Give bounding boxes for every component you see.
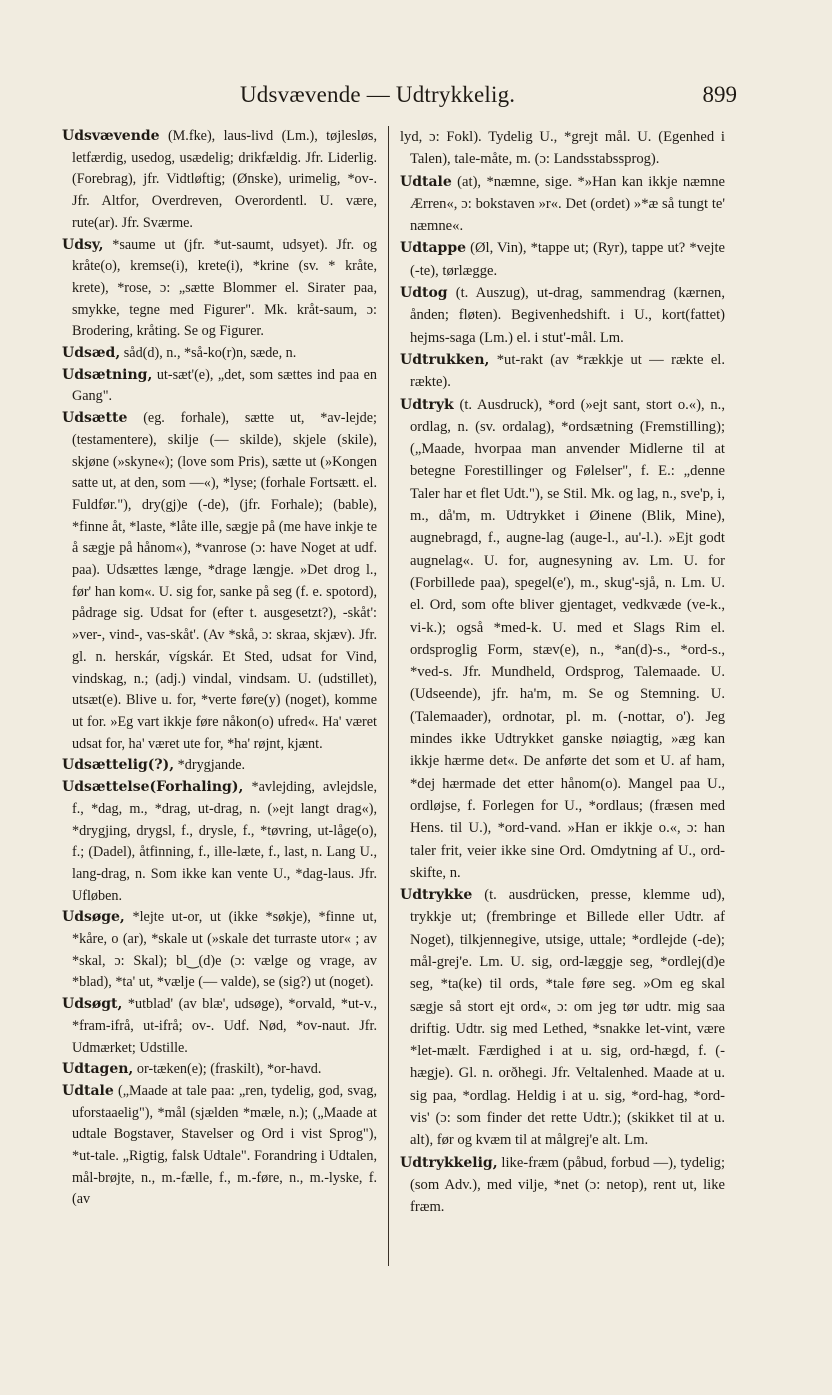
entry-definition: *drygjande. bbox=[177, 757, 246, 774]
entry-headword: Udsøge, bbox=[62, 909, 125, 926]
dictionary-entry bbox=[62, 408, 377, 755]
dictionary-entry bbox=[62, 235, 377, 344]
entry-headword: Udsættelse(Forhaling), bbox=[62, 779, 244, 796]
dictionary-entry bbox=[400, 1152, 725, 1219]
dictionary-entry bbox=[62, 126, 377, 235]
page-number: 899 bbox=[702, 82, 737, 107]
dictionary-entry bbox=[62, 1059, 377, 1081]
entry-headword: Udtrykkelig, bbox=[400, 1154, 498, 1171]
entry-definition: såd(d), n., *så-ko(r)n, sæde, n. bbox=[123, 345, 297, 362]
entry-definition: *avlejding, avlejdsle, f., *dag, m., *drag, ut-drag, n. (»ejt langt drag«), *drygjing, drygsl, f., drysle, f., *tøvring, ut-låge(o), f.; (Dadel), åtfinning, f., ille-læte, f., last, n. Lang U., lang-drag, n. Som ikke kan vente U., *dag-laus. Jfr. Ufløben. bbox=[72, 779, 377, 904]
entry-definition: (M.fke), laus-livd (Lm.), tøjlesløs, letfærdig, usedog, usædelig; drikfældig. Jfr. Liderlig. (Forebrag), jfr. Vidtløftig; (Ønske), urimelig, *ov-. Jfr. Altfor, Overdreven, Overordentl. U. være, rute(ar). Jfr. Sværme. bbox=[72, 128, 378, 231]
entry-headword: Udtrykke bbox=[400, 887, 473, 904]
column-divider bbox=[388, 126, 389, 1266]
entry-definition: (at), *næmne, sige. *»Han kan ikkje næmne Ærren«, ɔ: bokstaven »r«. Det (ordet) »*æ så tungt te' næmne«. bbox=[410, 173, 725, 235]
entry-definition: (eg. forhale), sætte ut, *av-lejde; (testamentere), skilje (— skilde), skjele (skile), skjøne (»skyne«); (love som Pris), sætte ut (»Kongen satte ut, at den, som —«), *lyse; (forhale Fortsætt. el. Fuldfør."), dry(gj)e (-de), (jfr. Forhale); (bable), *finne åt, *laste, *låte ille, sægje på (me have inkje te å sægje på hånom«), *vanrose (ɔ: have Noget at udf. paa). Udsættes længe, *drage længje. »Det drog l., før' han kom«. U. sig for, sanke på seg (f. e. spotord), pådrage sig. Udsat for (efter t. ausgesetzt?), -skåt': »ver-, vind-, vas-skåt'. (Av *skå, ɔ: skraa, skjæv). Jfr. gl. n. herskár, vígskár. Et Sted, udsat for Vind, vindskag, n.; (adj.) vindal, vindsam. U. (udstillet), utsæt(e). Blive u. for, *verte føre(y) (noget), komme ut for. »Eg vart ikkje føre nåkon(o) ufred«. Ha' været udsat for, ha' været ute for, *ha' røjnt, kjænt. bbox=[72, 410, 378, 752]
entry-headword: Udsøgt, bbox=[62, 996, 123, 1013]
left-column bbox=[62, 126, 377, 1211]
entry-headword: Udsætte bbox=[62, 410, 128, 427]
dictionary-entry bbox=[62, 755, 377, 777]
entry-headword: Udsættelig(?), bbox=[62, 757, 175, 774]
entry-definition: *ut-rakt (av *rækkje ut — rækte el. rækte). bbox=[410, 351, 725, 391]
entry-definition: *saume ut (jfr. *ut-saumt, udsyet). Jfr. og kråte(o), kremse(i), krete(i), *krine (sv. * kråte, krete), *rose, ɔ: „sætte Blommer el. Sirater paa, smykke, tegne med Figurer". Mk. kråt-saum, ɔ: Brodering, kråting. Se og Figurer. bbox=[72, 236, 378, 340]
page-title: Udsvævende — Udtrykkelig. bbox=[240, 82, 516, 107]
dictionary-entry bbox=[62, 1081, 377, 1211]
entry-definition: („Maade at tale paa: „ren, tydelig, god, svag, uforstaaelig"), *mål (sjælden *mæle, n.); („Maade at udtale Bogstaver, Stavelser og Ord i vist Sprog"), *ut-tale. „Rigtig, falsk Udtale". Forandring i Udtalen, mål-brøjte, n., m.-fælle, f., m.-føre, n., m.-lyske, f. (av bbox=[72, 1082, 377, 1208]
dictionary-entry bbox=[62, 343, 377, 365]
dictionary-entry bbox=[400, 171, 725, 238]
entry-headword: Udtale bbox=[62, 1082, 114, 1099]
entry-definition: like-fræm (påbud, forbud —), tydelig; (som Adv.), med vilje, *net (ɔ: netop), rent ut, like fræm. bbox=[410, 1154, 725, 1216]
dictionary-entry bbox=[400, 282, 725, 349]
entry-definition: or-tæken(e); (fraskilt), *or-havd. bbox=[136, 1061, 322, 1078]
entry-headword: Udtagen, bbox=[62, 1061, 134, 1078]
entry-definition: *utblad' (av blæ', udsøge), *orvald, *ut-v., *fram-ifrå, ut-ifrå; ov-. Udf. Nød, *ov-naut. Jfr. Udmærket; Udstille. bbox=[72, 996, 377, 1056]
entry-definition: (t. Ausdruck), *ord (»ejt sant, stort o.«), n., ordlag, n. (sv. ordalag), *ordsætning (Fremstilling); („Maade, hvorpaa man anvender Midlerne til at betegne Forestillinger og Følelser", f. E.: „denne Taler har et flet Udt."), se Stil. Mk. og lag, n., sve'p, i, m., då'm, m. Udtrykket i Øinene (Blik, Mine), augnebragd, f., augne-lag (auge-l., au'-l.). »Ejt godt augnelag«. U. for, augnesyning av. Lm. U. for (Forbillede paa), spegel(e'), m., skug'-sjå, n. Lm. U. el. Ord, som ofte bliver gjentaget, vedkvæde (ve-k., vi-k.); også *med-k. U. med et Slags Rim el. ordsproglig Form, stæv(e), n., *an(d)-s., *ord-s., *ved-s. Jfr. Mundheld, Ordsprog, Talemaade. U. (Udseende), jfr. ha'm, m. Se og Stemning. U. (Talemaader), ordnotar, pl. m. (-nottar, o'). Jeg mindes ikke Udtrykket ganske nøiagtig, »æg kan ikkje hærme det«. De anførte det som et U. af ham, *dej hærmade det etter hånom(o). Mangel paa U., ordløjse, f. Forlegen for U., *ordlaus; (fræsen med Hens. til U.), *ord-vand. »Han er ikkje o.«, ɔ: han taler frit, veier ikke sine Ord. Omdytning af U., ord-skifte, n. bbox=[410, 396, 725, 881]
entry-headword: Udtale bbox=[400, 173, 452, 190]
dictionary-entry bbox=[62, 365, 377, 408]
entry-headword: Udtrukken, bbox=[400, 351, 490, 368]
entry-definition: (Øl, Vin), *tappe ut; (Ryr), tappe ut? *vejte (-te), tørlægge. bbox=[410, 240, 725, 279]
dictionary-entry bbox=[400, 884, 725, 1152]
dictionary-entry bbox=[400, 126, 725, 171]
dictionary-entry bbox=[62, 907, 377, 994]
entry-headword: Udtog bbox=[400, 285, 448, 302]
right-column bbox=[400, 126, 725, 1219]
dictionary-entry bbox=[400, 394, 725, 885]
page-header bbox=[70, 82, 737, 116]
entry-headword: Udtappe bbox=[400, 240, 467, 257]
dictionary-entry bbox=[400, 349, 725, 394]
entry-headword: Udsæd, bbox=[62, 345, 121, 362]
entry-definition: (t. ausdrücken, presse, klemme ud), trykkje ut; (frembringe et Billede eller Udtr. af Noget), tilkjennegive, utsige, uttale; *ordlejde (-de); mål-grej'e. Lm. U. sig, ord-læggje seg, *ordlej(d)e seg, *ta(ke) til ords, *tale føre seg. »Om eg skal sægje så stort ejt ord«, ɔ: om jeg tør udtr. mig saa driftig. Udtr. sig med Lethed, *snakke let-vint, være *let-mælt. Færdighed i at u. sig, ord-hægd, f. (-hægje). Gl. n. orðhegi. Jfr. Veltalenhed. Maade at u. sig paa, *ordlag. Heldig i at u. sig, *ord-hag, *ord-vis' (ɔ: som finder det rette Udtr.); (skikket til at u. alt), før og kvæm til at målgrej'e alt. Lm. bbox=[410, 887, 725, 1149]
entry-headword: Udsætning, bbox=[62, 366, 153, 383]
entry-definition: lyd, ɔ: Fokl). Tydelig U., *grejt mål. U. (Egenhed i Talen), tale-måte, m. (ɔ: Landsstabssprog). bbox=[400, 129, 725, 168]
dictionary-entry bbox=[62, 777, 377, 907]
entry-definition: (t. Auszug), ut-drag, sammendrag (kærnen, ånden; fløten). Begivenhedshift. i U., kort(fattet) hejms-saga (Lm.) el. i stut'-mål. Lm. bbox=[410, 285, 725, 346]
entry-definition: *lejte ut-or, ut (ikke *søkje), *finne ut, *kåre, o (ar), *skale ut (»skale det turraste utor« ; av *skal, ɔ: Skal); bl‿(d)e (ɔ: vælge og vrage, av *blad), *ta' ut, *vælje (— valde), se (sig?) ut (noget). bbox=[72, 909, 377, 991]
dictionary-entry bbox=[400, 237, 725, 282]
dictionary-entry bbox=[62, 994, 377, 1059]
entry-headword: Udtryk bbox=[400, 396, 454, 413]
entry-headword: Udsvævende bbox=[62, 128, 160, 144]
entry-definition: ut-sæt'(e), „det, som sættes ind paa en Gang". bbox=[72, 366, 377, 405]
entry-headword: Udsy, bbox=[62, 236, 104, 253]
